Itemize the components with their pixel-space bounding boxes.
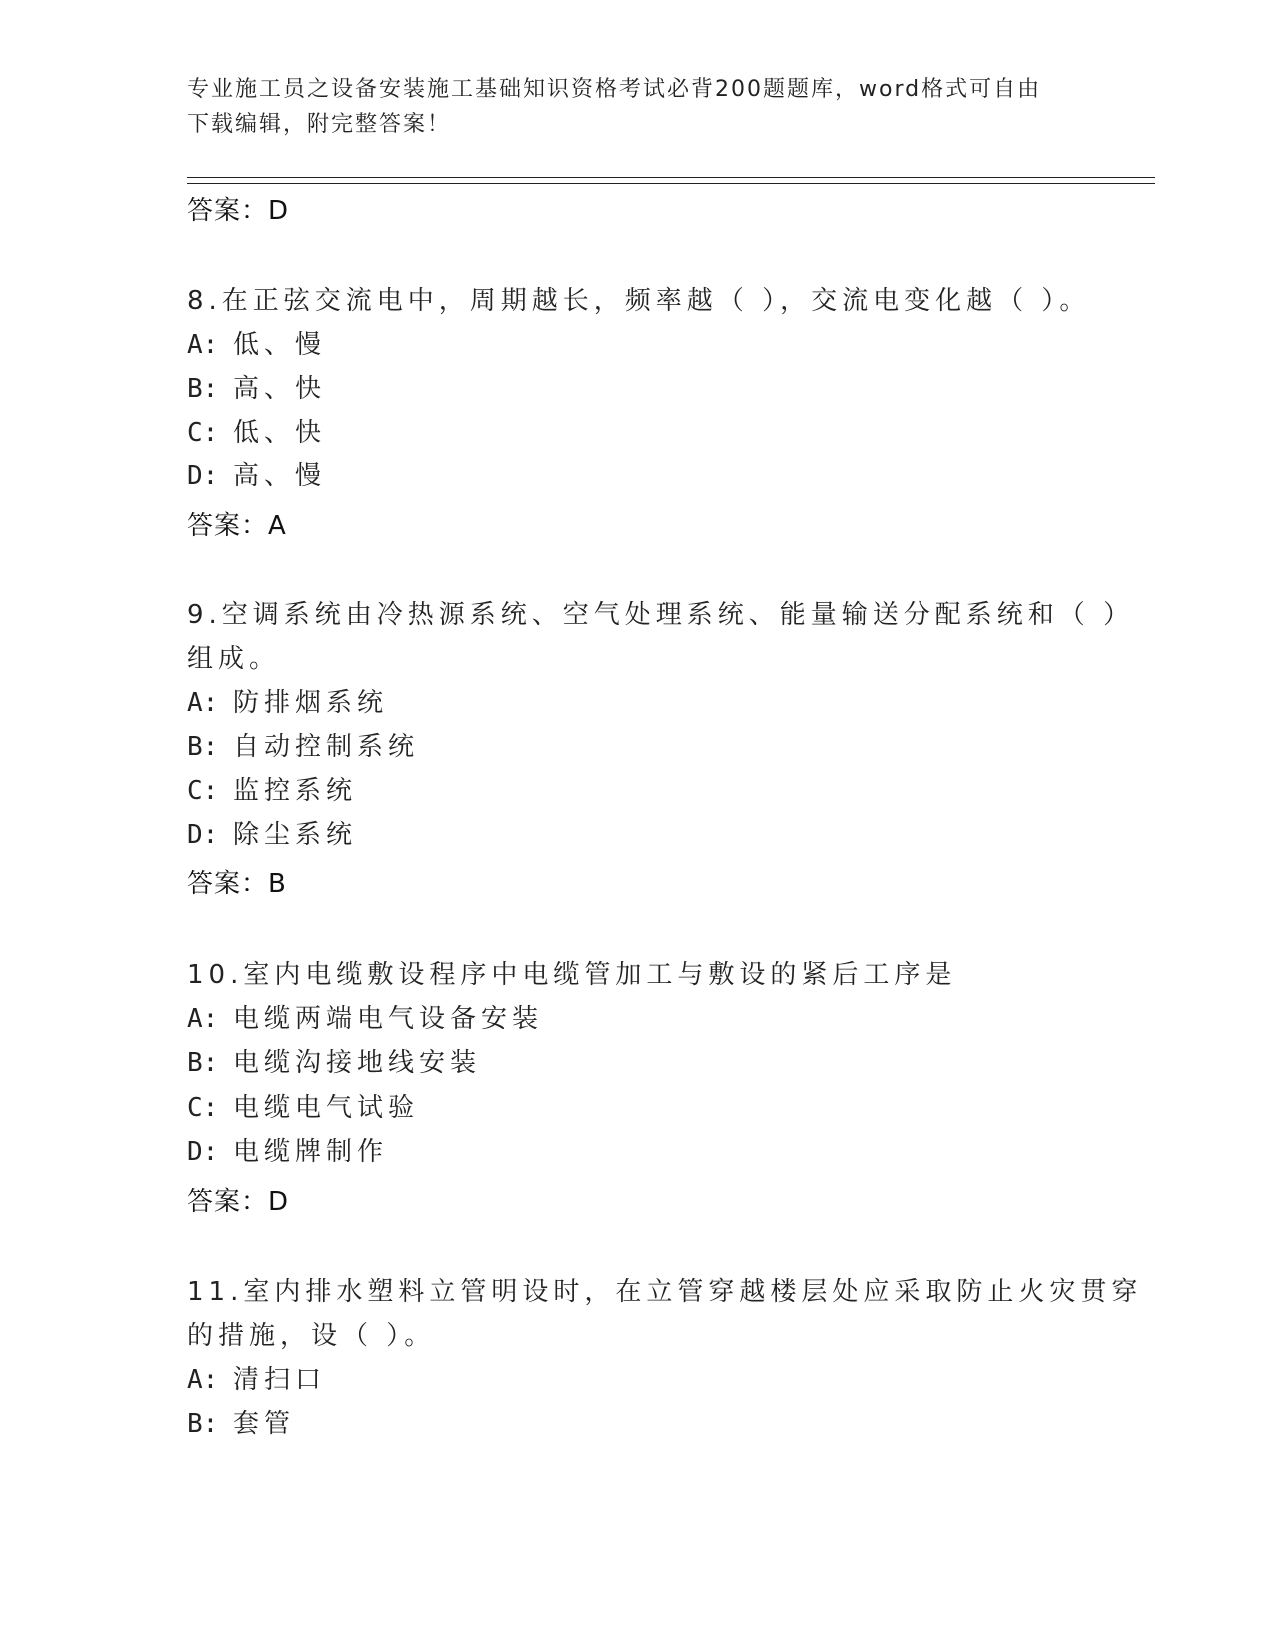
option-label: D: — [187, 1137, 219, 1167]
answer-q10: 答案：D — [187, 1187, 290, 1217]
question-8-option-b — [187, 366, 326, 412]
option-label: D: — [187, 461, 219, 491]
option-text: 低、快 — [233, 418, 327, 448]
option-label: B: — [187, 374, 219, 404]
option-text: 低、慢 — [233, 330, 327, 360]
option-text: 自动控制系统 — [233, 732, 420, 762]
option-label: B: — [187, 732, 219, 762]
option-label: B: — [187, 1409, 219, 1439]
question-8-option-c — [187, 410, 326, 456]
option-text: 电缆两端电气设备安装 — [233, 1004, 544, 1034]
option-label: C: — [187, 1093, 219, 1123]
question-9-stem-line-2: 组成。 — [187, 644, 281, 674]
option-label: B: — [187, 1048, 219, 1078]
header-line-2: 下载编辑，附完整答案！ — [187, 112, 452, 137]
question-10-stem: 10.室内电缆敷设程序中电缆管加工与敷设的紧后工序是 — [187, 960, 957, 990]
answer-q9: 答案：B — [187, 869, 287, 899]
header-divider-bottom — [187, 183, 1155, 184]
answer-q7: 答案：D — [187, 196, 290, 226]
question-10-option-c — [187, 1085, 419, 1131]
option-label: D: — [187, 820, 219, 850]
question-11-option-b — [187, 1401, 295, 1447]
option-text: 高、快 — [233, 374, 327, 404]
option-label: C: — [187, 418, 219, 448]
option-label: A: — [187, 688, 219, 718]
question-9-stem-line-1: 9.空调系统由冷热源系统、空气处理系统、能量输送分配系统和（ ） — [187, 600, 1135, 630]
option-text: 高、慢 — [233, 461, 327, 491]
question-8-option-d — [187, 453, 326, 499]
option-text: 监控系统 — [233, 776, 358, 806]
header-line-1: 专业施工员之设备安装施工基础知识资格考试必背200题题库，word格式可自由 — [187, 77, 1042, 102]
question-10-option-d — [187, 1129, 388, 1175]
question-9-option-d — [187, 812, 357, 858]
question-9-option-c — [187, 768, 357, 814]
option-text: 套管 — [233, 1409, 296, 1439]
option-label: C: — [187, 776, 219, 806]
option-text: 电缆电气试验 — [233, 1093, 420, 1123]
option-text: 防排烟系统 — [233, 688, 389, 718]
question-11-stem-line-2: 的措施，设（ ）。 — [187, 1321, 436, 1351]
question-9-option-b — [187, 724, 419, 770]
option-label: A: — [187, 1365, 219, 1395]
option-label: A: — [187, 330, 219, 360]
question-8-option-a — [187, 322, 326, 368]
option-text: 除尘系统 — [233, 820, 358, 850]
question-8-stem: 8.在正弦交流电中，周期越长，频率越（ ），交流电变化越（ ）。 — [187, 286, 1091, 316]
option-label: A: — [187, 1004, 219, 1034]
option-text: 电缆牌制作 — [233, 1137, 389, 1167]
question-11-option-a — [187, 1357, 326, 1403]
question-11-stem-line-1: 11.室内排水塑料立管明设时，在立管穿越楼层处应采取防止火灾贯穿 — [187, 1277, 1143, 1307]
option-text: 清扫口 — [233, 1365, 327, 1395]
option-text: 电缆沟接地线安装 — [233, 1048, 482, 1078]
document-header — [187, 72, 1087, 142]
question-10-option-b — [187, 1040, 481, 1086]
answer-q8: 答案：A — [187, 511, 287, 541]
header-divider-top — [187, 177, 1155, 178]
question-10-option-a — [187, 996, 543, 1042]
question-9-option-a — [187, 680, 388, 726]
